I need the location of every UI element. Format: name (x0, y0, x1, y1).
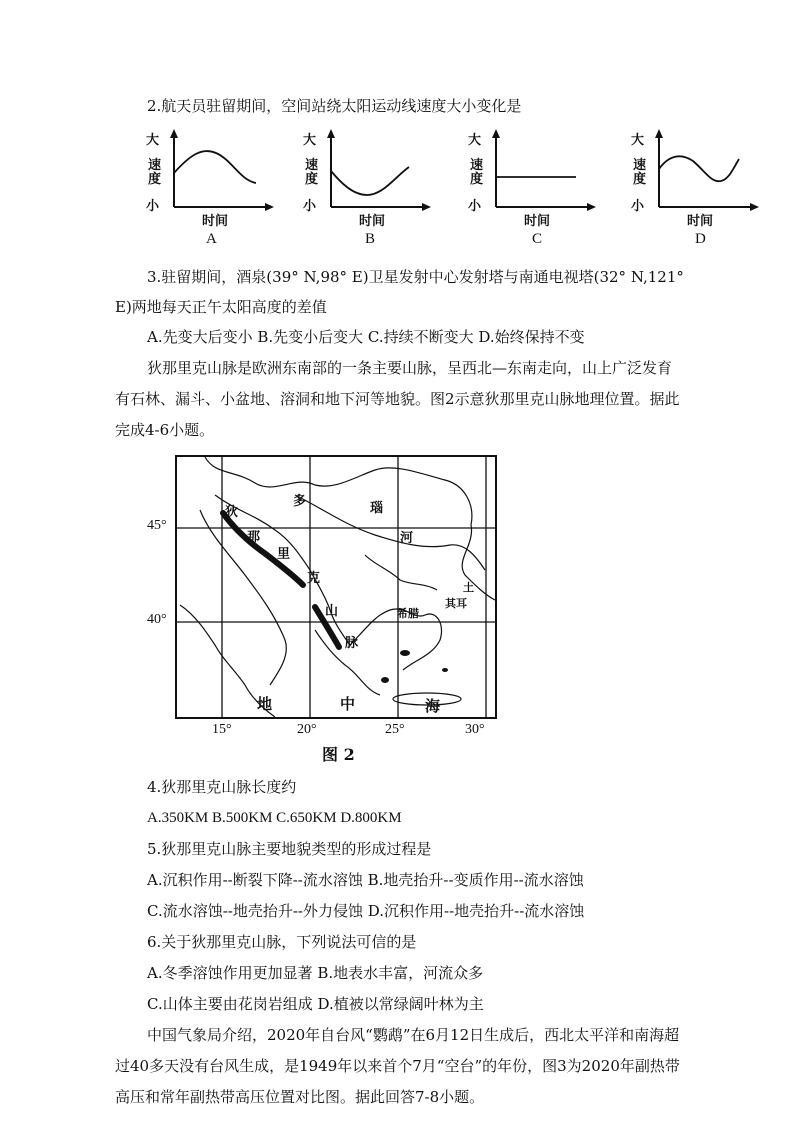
y-axis-label: 速度 (305, 158, 319, 187)
passage1-line3: 完成4-6小题。 (115, 421, 215, 439)
map-label-greece: 希腊 (397, 607, 419, 620)
option-letter-a: A (206, 231, 217, 247)
q3-stem-line1: 3.驻留期间，酒泉(39° N,98° E)卫星发射中心发射塔与南通电视塔(32° N,121° (147, 268, 684, 286)
lat-label-40: 40° (147, 612, 167, 627)
low-label: 小 (468, 199, 482, 214)
passage2-line1: 中国气象局介绍，2020年自台风“鹦鹉”在6月12日生成后，西北太平洋和南海超 (147, 1026, 680, 1044)
map-label-mountain: 脉 (345, 636, 359, 651)
y-axis-label: 速度 (470, 158, 484, 187)
y-axis-label: 速度 (633, 158, 647, 187)
map-label-mountain: 里 (277, 547, 291, 562)
passage2-line2: 过40多天没有台风生成，是1949年以来首个7月“空台”的年份，图3为2020年副热带 (115, 1057, 680, 1075)
q4-stem: 4.狄那里克山脉长度约 (147, 778, 297, 796)
q6-stem: 6.关于狄那里克山脉，下列说法可信的是 (147, 933, 417, 951)
speed-curve (331, 167, 409, 195)
speed-curve (174, 151, 256, 183)
q5-options-ab: A.沉积作用--断裂下降--流水溶蚀 B.地壳抬升--变质作用--流水溶蚀 (147, 871, 584, 889)
map-label-sea: 中 (340, 695, 356, 713)
high-label: 大 (146, 133, 160, 148)
lon-label-20: 20° (297, 722, 317, 737)
map-svg (175, 455, 497, 720)
high-label: 大 (631, 133, 645, 148)
map-label-mountain: 狄 (225, 505, 239, 520)
q6-options-ab: A.冬季溶蚀作用更加显著 B.地表水丰富，河流众多 (147, 964, 484, 982)
option-letter-c: C (532, 231, 543, 247)
q5-options-cd: C.流水溶蚀--地壳抬升--外力侵蚀 D.沉积作用--地壳抬升--流水溶蚀 (147, 902, 585, 920)
map-label-turkey-suffix: 其耳 (445, 597, 467, 610)
map-label-river: 多 (293, 494, 307, 509)
q2-stem: 2.航天员驻留期间，空间站绕太阳运动线速度大小变化是 (147, 97, 522, 115)
map-label-mountain: 那 (247, 530, 261, 545)
option-letter-d: D (695, 231, 706, 247)
low-label: 小 (631, 199, 645, 214)
q3-stem-line2: E)两地每天正午太阳高度的差值 (115, 298, 327, 316)
passage2-line3: 高压和常年副热带高压位置对比图。据此回答7-8小题。 (115, 1088, 485, 1106)
lon-label-15: 15° (212, 722, 232, 737)
map-label-sea: 地 (257, 695, 273, 713)
option-letter-b: B (365, 231, 376, 247)
q4-options: A.350KM B.500KM C.650KM D.800KM (147, 810, 402, 826)
high-label: 大 (303, 133, 317, 148)
map-label-sea: 海 (425, 697, 441, 715)
lon-label-25: 25° (385, 722, 405, 737)
passage1-line1: 狄那里克山脉是欧洲东南部的一条主要山脉，呈西北—东南走向，山上广泛发育 (147, 359, 673, 377)
lat-label-45: 45° (147, 518, 167, 533)
q5-stem: 5.狄那里克山脉主要地貌类型的形成过程是 (147, 840, 432, 858)
x-axis-label: 时间 (687, 214, 714, 229)
graph-c (462, 125, 602, 247)
low-label: 小 (303, 199, 317, 214)
graph-b (297, 125, 437, 247)
y-axis-label: 速度 (148, 158, 162, 187)
q3-options: A.先变大后变小 B.先变小后变大 C.持续不断变大 D.始终保持不变 (147, 328, 585, 346)
graph-a (140, 125, 280, 247)
x-axis-label: 时间 (524, 214, 551, 229)
map-label-river: 瑙 (370, 501, 384, 516)
map-label-mountain: 山 (325, 604, 339, 619)
graph-d (625, 125, 765, 247)
lon-label-30: 30° (465, 722, 485, 737)
passage1-line2: 有石林、漏斗、小盆地、溶洞和地下河等地貌。图2示意狄那里克山脉地理位置。据此 (115, 390, 680, 408)
figure-caption: 图 2 (322, 745, 355, 764)
high-label: 大 (468, 133, 482, 148)
map-label-turkey: 土 (463, 581, 474, 594)
speed-curve (659, 156, 739, 181)
x-axis-label: 时间 (202, 214, 229, 229)
low-label: 小 (146, 199, 160, 214)
map-label-river: 河 (400, 531, 414, 546)
q6-options-cd: C.山体主要由花岗岩组成 D.植被以常绿阔叶林为主 (147, 995, 484, 1013)
x-axis-label: 时间 (359, 214, 386, 229)
dinaric-alps-map (175, 455, 497, 720)
map-label-mountain: 克 (307, 571, 321, 586)
